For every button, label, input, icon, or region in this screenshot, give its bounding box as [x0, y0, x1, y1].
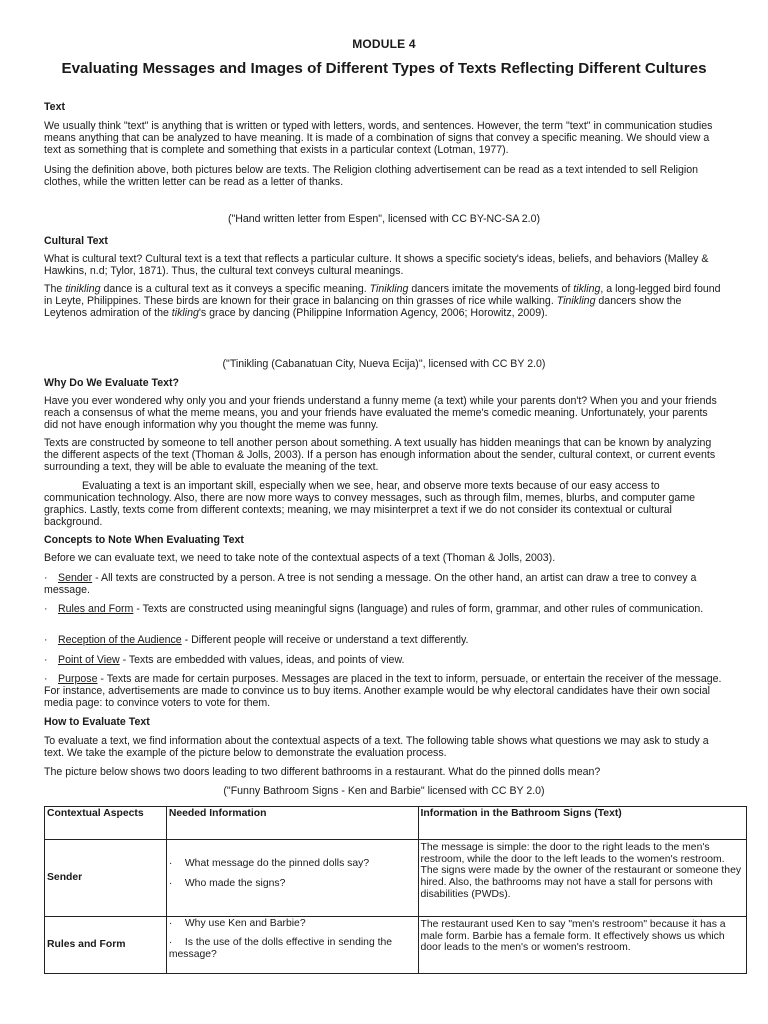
bullet: · — [168, 918, 173, 929]
table-cell-info: The restaurant used Ken to say "men's restroom" because it has a male form. Barbie has a female form. It effectively shows us which door leads to the men's or women's restroom. — [418, 917, 747, 974]
italic-term: tinikling — [65, 283, 101, 295]
section-heading-cultural-text: Cultural Text — [44, 235, 108, 247]
text-run: The — [44, 283, 66, 295]
concept-term: Reception of the Audience — [58, 634, 182, 646]
why-evaluate-paragraph-2: Texts are constructed by someone to tell another person about something. A text usually has hidden meanings that can be known by analyzing the different aspects of the text (Thoman & Jolls, 2003). If a person has enough information about the sender, cultural context, or current events surrounding a text, they will be able to evaluate the meaning of the text. — [44, 437, 716, 473]
table-row — [45, 840, 747, 917]
question-item — [167, 878, 418, 890]
concept-term: Purpose — [58, 673, 98, 685]
text-paragraph-1: We usually think "text" is anything that is written or typed with letters, words, and sentences. However, the term "text" in communication studies means anything that can be analyzed to have meaning. It is made of a combination of signs that convey a specific meaning. We should view a text as something that is complete and something that exists in a particular context (Lotman, 1977). — [44, 120, 713, 156]
document-title: Evaluating Messages and Images of Different Types of Texts Reflecting Different Cultures — [61, 60, 707, 77]
concept-text: - Texts are made for certain purposes. Messages are placed in the text to inform, persuade, or entertain the receiver of the message. For instance, advertisements are made to convince us to buy items. Another example would be why electoral candidates have their own social media page: to convince voters to vote for them. — [44, 673, 722, 709]
concept-term: Point of View — [58, 654, 120, 666]
question-text: Is the use of the dolls effective in sending the message? — [168, 936, 393, 960]
table-row — [45, 917, 747, 974]
bullet: · — [168, 936, 173, 948]
bullet: · — [168, 877, 173, 889]
question-text: Why use Ken and Barbie? — [184, 918, 306, 929]
bullet: · — [168, 858, 173, 869]
italic-term: Tinikling — [369, 283, 409, 295]
concept-item-purpose — [44, 674, 724, 710]
section-heading-concepts: Concepts to Note When Evaluating Text — [44, 534, 244, 546]
why-evaluate-paragraph-1: Have you ever wondered why only you and your friends understand a funny meme (a text) while your parents don't? When you and your friends reach a consensus of what the meme means, you and your friends have evaluated the meme's comedic meaning. Unfortunately, your parents did not have enough information why you thought the meme was funny. — [44, 395, 717, 431]
text-run: dance is a cultural text as it conveys a specific meaning. — [100, 283, 370, 295]
italic-term: tikling — [573, 283, 601, 295]
why-evaluate-paragraph-3: Evaluating a text is an important skill, especially when we see, hear, and observe more texts because of our easy access to communication technology. Also, there are now more ways to convey messages, such as through film, memes, blurbs, and computer game graphics. Lastly, texts come from different contexts; meaning, we may misinterpret a text if we do not consider its contextual or cultural background. — [44, 480, 696, 528]
concept-item-reception — [44, 635, 724, 647]
concept-text: - Different people will receive or understand a text differently. — [181, 634, 469, 646]
concepts-intro: Before we can evaluate text, we need to take note of the contextual aspects of a text (Thoman & Jolls, 2003). — [44, 552, 556, 564]
concept-text: - All texts are constructed by a person. A tree is not sending a message. On the other hand, an artist can draw a tree to convey a message. — [44, 572, 697, 596]
table-header-row — [45, 807, 747, 840]
table-header-cell: Needed Information — [166, 807, 418, 840]
text-run: 's grace by dancing (Philippine Information Agency, 2006; Horowitz, 2009). — [198, 306, 548, 319]
concept-item-rules-form — [44, 604, 724, 616]
bullet: · — [44, 654, 48, 666]
image-caption-letter: ("Hand written letter from Espen", licensed with CC BY-NC-SA 2.0) — [227, 213, 541, 225]
question-text: What message do the pinned dolls say? — [184, 858, 370, 869]
italic-term: tikling — [171, 306, 199, 319]
section-heading-text: Text — [44, 101, 65, 113]
text-paragraph-2: Using the definition above, both pictures below are texts. The Religion clothing advertisement can be read as a text intended to sell Religion clothes, while the written letter can be read as a letter of thanks. — [44, 164, 699, 188]
cultural-text-paragraph-1: What is cultural text? Cultural text is a text that reflects a particular culture. It shows a specific society's ideas, beliefs, and behaviors (Malley & Hawkins, n.d; Tylor, 1871). Thus, the cultural text conveys cultural meanings. — [44, 253, 709, 277]
section-heading-how-to: How to Evaluate Text — [44, 716, 150, 728]
italic-term: Tinikling — [556, 294, 596, 307]
table-cell-aspect: Rules and Form — [45, 917, 167, 974]
concept-text: - Texts are embedded with values, ideas, and points of view. — [119, 654, 405, 666]
table-header-cell: Contextual Aspects — [45, 807, 167, 840]
table-cell-info: The message is simple: the door to the right leads to the men's restroom, while the door to the left leads to the women's restroom. The signs were made by the owner of the restaurant or someone they hired. Also, the bathrooms may not have a stall for persons with disabilities (PWDs). — [418, 840, 747, 917]
image-caption-bathroom: ("Funny Bathroom Signs - Ken and Barbie" licensed with CC BY 2.0) — [223, 785, 545, 797]
how-to-paragraph-1: To evaluate a text, we find information about the contextual aspects of a text. The following table shows what questions we may ask to study a text. We take the example of the picture below to demonstrate the evaluation process. — [44, 735, 709, 759]
question-item — [167, 937, 418, 961]
contextual-aspects-table — [44, 806, 747, 974]
section-heading-why-evaluate: Why Do We Evaluate Text? — [44, 377, 179, 389]
bullet: · — [44, 673, 48, 685]
concept-term: Sender — [58, 572, 93, 584]
table-cell-questions — [166, 840, 418, 917]
question-item — [167, 918, 418, 930]
concept-text: - Texts are constructed using meaningful signs (language) and rules of form, grammar, and other rules of communication. — [133, 603, 704, 615]
text-run: dancers show the Leytenos admiration of the — [44, 294, 682, 319]
bullet: · — [44, 572, 48, 584]
concept-item-point-of-view — [44, 655, 724, 667]
bullet: · — [44, 603, 48, 615]
concept-item-sender — [44, 573, 724, 597]
cultural-text-paragraph-2 — [44, 284, 724, 320]
bullet: · — [44, 634, 48, 646]
image-caption-tinikling: ("Tinikling (Cabanatuan City, Nueva Ecija)", licensed with CC BY 2.0) — [222, 358, 546, 370]
how-to-paragraph-2: The picture below shows two doors leading to two different bathrooms in a restaurant. What do the pinned dolls mean? — [44, 766, 601, 778]
text-run: dancers imitate the movements of — [408, 283, 574, 295]
question-item — [167, 858, 418, 870]
text-run: , a long-legged bird found in Leyte, Philippines. These birds are known for their grace in balancing on thin grasses of rice while walking. — [44, 283, 721, 307]
concept-term: Rules and Form — [58, 603, 134, 615]
table-header-cell: Information in the Bathroom Signs (Text) — [418, 807, 747, 840]
question-text: Who made the signs? — [184, 877, 286, 889]
table-cell-questions — [166, 917, 418, 974]
module-label: MODULE 4 — [352, 37, 416, 51]
table-cell-aspect: Sender — [45, 840, 167, 917]
